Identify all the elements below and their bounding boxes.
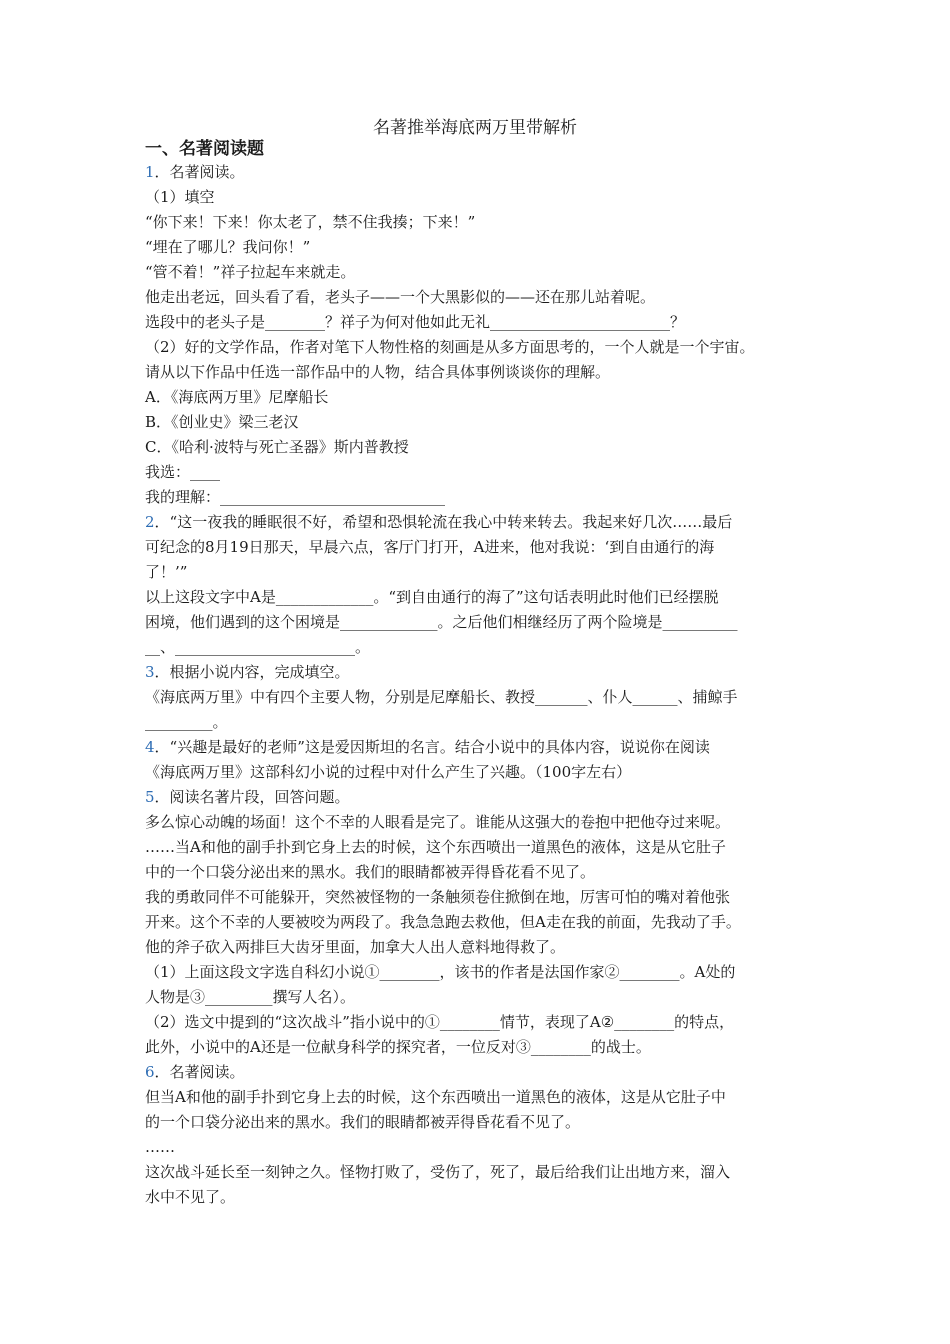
question-2-line bbox=[145, 510, 825, 535]
question-5 bbox=[145, 785, 825, 1060]
question-5-line: （2）选文中提到的“这次战斗”指小说中的①________情节，表现了A②________的特点， bbox=[145, 1013, 735, 1031]
question-5-line bbox=[145, 785, 825, 810]
question-2-line: 以上这段文字中A是_____________。“到自由通行的海了”这句话表明此时他们已经摆脱 bbox=[145, 588, 719, 606]
question-number: 4 bbox=[145, 738, 155, 756]
excerpt-line: ……当A和他的副手扑到它身上去的时候，这个东西喷出一道黑色的液体，这是从它肚子 bbox=[145, 838, 726, 856]
question-5-line: （1）上面这段文字选自科幻小说①________，该书的作者是法国作家②________。A处的 bbox=[145, 963, 736, 981]
question-1 bbox=[145, 160, 825, 510]
excerpt-line: 中的一个口袋分泌出来的黑水。我们的眼睛都被弄得昏花看不见了。 bbox=[145, 863, 596, 881]
question-1-line: （1）填空 bbox=[145, 188, 215, 206]
question-2-line: __、________________________。 bbox=[145, 638, 371, 656]
question-3 bbox=[145, 660, 825, 735]
question-5-line: 人物是③_________撰写人名）。 bbox=[145, 988, 356, 1006]
answer-choice-line: 我选：____ bbox=[145, 463, 221, 481]
question-number: 1 bbox=[145, 163, 155, 181]
question-3-text: ．根据小说内容，完成填空。 bbox=[154, 663, 350, 681]
excerpt-line: 这次战斗延长至一刻钟之久。怪物打败了，受伤了，死了，最后给我们让出地方来，溜入 bbox=[145, 1163, 731, 1181]
excerpt-line: 水中不见了。 bbox=[145, 1188, 236, 1206]
question-1-line: 他走出老远，回头看了看，老头子——一个大黑影似的——还在那儿站着呢。 bbox=[145, 288, 656, 306]
question-1-line: （2）好的文学作品，作者对笔下人物性格的刻画是从多方面思考的，一个人就是一个宇宙。 bbox=[145, 338, 755, 356]
document-body bbox=[145, 138, 825, 1210]
question-number: 5 bbox=[145, 788, 155, 806]
question-number: 6 bbox=[145, 1063, 155, 1081]
question-2-text: ．“这一夜我的睡眠很不好，希望和恐惧轮流在我心中转来转去。我起来好几次……最后 bbox=[154, 513, 733, 531]
question-6-line bbox=[145, 1060, 825, 1085]
question-3-line: _________。 bbox=[145, 713, 228, 731]
question-2 bbox=[145, 510, 825, 660]
question-1-prompt: ．名著阅读。 bbox=[154, 163, 245, 181]
question-4-text: ．“兴趣是最好的老师”这是爱因斯坦的名言。结合小说中的具体内容，说说你在阅读 bbox=[154, 738, 710, 756]
question-number: 3 bbox=[145, 663, 155, 681]
question-1-line: “埋在了哪儿？我问你！” bbox=[145, 238, 311, 256]
question-2-line: 了！’” bbox=[145, 563, 188, 581]
section-heading: 一、名著阅读题 bbox=[145, 139, 264, 159]
question-4-line bbox=[145, 735, 825, 760]
question-2-line: 可纪念的8月19日那天，早晨六点，客厅门打开，A进来，他对我说：‘到自由通行的海 bbox=[145, 538, 715, 556]
excerpt-line: 多么惊心动魄的场面！这个不幸的人眼看是完了。谁能从这强大的卷抱中把他夺过来呢。 bbox=[145, 813, 731, 831]
question-6 bbox=[145, 1060, 825, 1210]
question-3-line: 《海底两万里》中有四个主要人物，分别是尼摩船长、教授_______、仆人______、捕鲸手 bbox=[145, 688, 738, 706]
question-6-text: ．名著阅读。 bbox=[154, 1063, 245, 1081]
question-2-line: 困境，他们遇到的这个困境是_____________。之后他们相继经历了两个险境是__________ bbox=[145, 613, 738, 631]
excerpt-line: 开来。这个不幸的人要被咬为两段了。我急急跑去救他，但A走在我的前面，先我动了手。 bbox=[145, 913, 741, 931]
answer-understanding-line: 我的理解：______________________________ bbox=[145, 488, 446, 506]
question-1-line: 请从以下作品中任选一部作品中的人物，结合具体事例谈谈你的理解。 bbox=[145, 363, 611, 381]
question-5-line: 此外，小说中的A还是一位献身科学的探究者，一位反对③________的战士。 bbox=[145, 1038, 651, 1056]
ellipsis-line: …… bbox=[145, 1138, 175, 1156]
document-title: 名著推举海底两万里带解析 bbox=[373, 118, 577, 138]
option-a: A．《海底两万里》尼摩船长 bbox=[145, 388, 329, 406]
question-5-text: ．阅读名著片段，回答问题。 bbox=[154, 788, 350, 806]
excerpt-line: 我的勇敢同伴不可能躲开，突然被怪物的一条触须卷住掀倒在地，厉害可怕的嘴对着他张 bbox=[145, 888, 731, 906]
option-c: C．《哈利·波特与死亡圣器》斯内普教授 bbox=[145, 438, 409, 456]
question-1-line: “管不着！”祥子拉起车来就走。 bbox=[145, 263, 356, 281]
question-4 bbox=[145, 735, 825, 785]
question-4-line: 《海底两万里》这部科幻小说的过程中对什么产生了兴趣。（100字左右） bbox=[145, 763, 632, 781]
excerpt-line: 但当A和他的副手扑到它身上去的时候，这个东西喷出一道黑色的液体，这是从它肚子中 bbox=[145, 1088, 726, 1106]
excerpt-line: 他的斧子砍入两排巨大齿牙里面，加拿大人出人意料地得救了。 bbox=[145, 938, 566, 956]
option-b: B．《创业史》梁三老汉 bbox=[145, 413, 299, 431]
excerpt-line: 的一个口袋分泌出来的黑水。我们的眼睛都被弄得昏花看不见了。 bbox=[145, 1113, 581, 1131]
question-3-line bbox=[145, 660, 825, 685]
question-number: 2 bbox=[145, 513, 155, 531]
question-1-line: “你下来！下来！你太老了，禁不住我揍；下来！” bbox=[145, 213, 476, 231]
question-1-header bbox=[145, 160, 825, 185]
question-1-line: 选段中的老头子是________？祥子为何对他如此无礼________________________？ bbox=[145, 313, 686, 331]
